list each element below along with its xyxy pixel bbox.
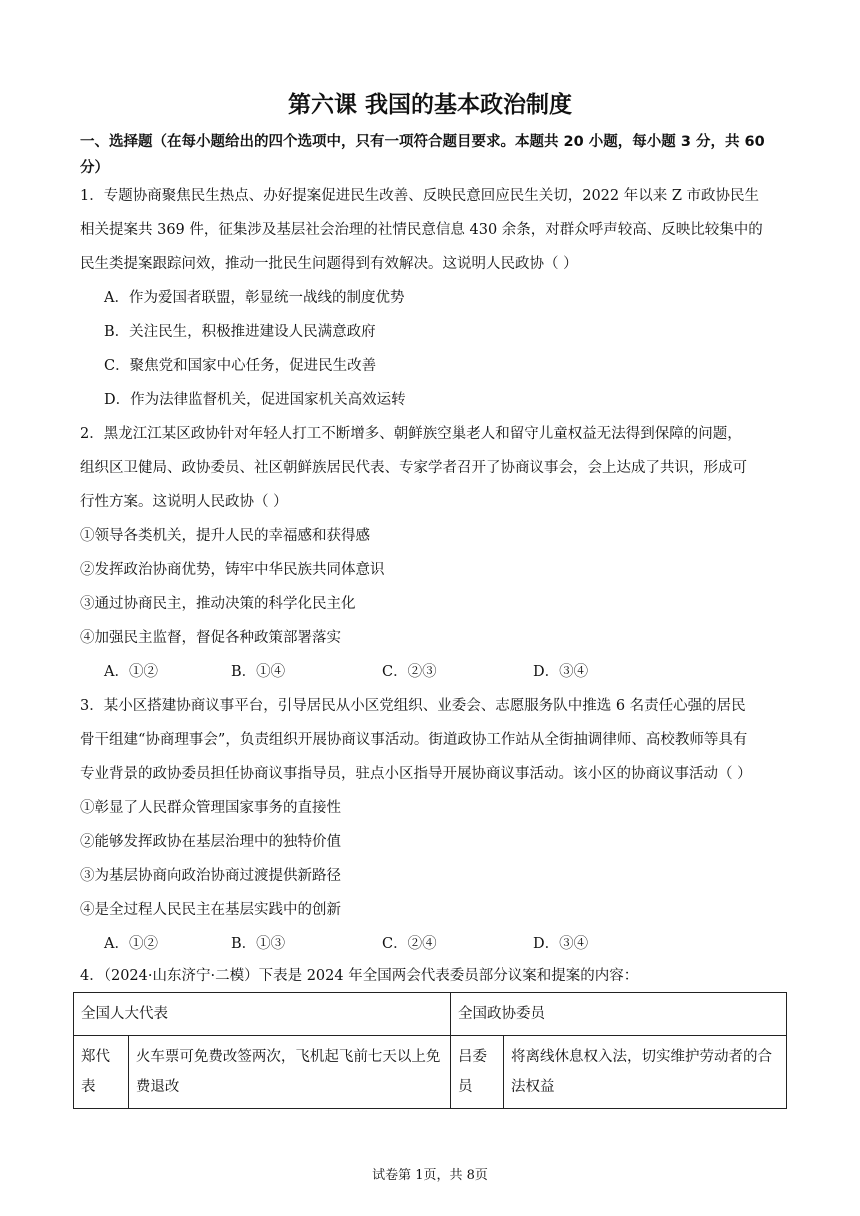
- q4-table-row: [74, 1036, 787, 1109]
- q4-cell-content-left: 火车票可免费改签两次，飞机起飞前七天以上免费退改: [128, 1036, 450, 1109]
- q4-cell-person-right: 吕委员: [451, 1036, 504, 1109]
- q1-stem-line-1: 1．专题协商聚焦民生热点、办好提案促进民生改善、反映民意回应民生关切，2022 年以来 Z 市政协民生: [80, 188, 760, 204]
- q3-item-1: ①彰显了人民群众管理国家事务的直接性: [80, 800, 341, 816]
- q2-option-b: B．①④: [231, 664, 286, 680]
- q1-option-a: A．作为爱国者联盟，彰显统一战线的制度优势: [104, 290, 405, 306]
- q4-table: [73, 992, 787, 1109]
- q2-item-1: ①领导各类机关，提升人民的幸福感和获得感: [80, 528, 370, 544]
- q3-item-2: ②能够发挥政协在基层治理中的独特价值: [80, 834, 341, 850]
- q3-option-c: C．②④: [382, 936, 437, 952]
- q4-cell-person-left: 郑代表: [74, 1036, 129, 1109]
- q3-stem-line-2: 骨干组建“协商理事会”，负责组织开展协商议事活动。街道政协工作站从全街抽调律师、高校教师等具有: [80, 732, 748, 748]
- q4-header-npc: 全国人大代表: [74, 993, 451, 1036]
- q4-table-header-row: [74, 993, 787, 1036]
- q1-option-b: B．关注民生，积极推进建设人民满意政府: [104, 324, 376, 340]
- q3-option-d: D．③④: [533, 936, 589, 952]
- q3-stem-line-3: 专业背景的政协委员担任协商议事指导员，驻点小区指导开展协商议事活动。该小区的协商议事活动（ ）: [80, 766, 752, 782]
- q2-item-3: ③通过协商民主，推动决策的科学化民主化: [80, 596, 356, 612]
- q2-stem-line-3: 行性方案。这说明人民政协（ ）: [80, 494, 288, 510]
- section-heading: [80, 129, 780, 181]
- q4-header-cppcc: 全国政协委员: [451, 993, 787, 1036]
- q4-stem: 4．（2024·山东济宁·二模）下表是 2024 年全国两会代表委员部分议案和提案的内容：: [80, 968, 639, 984]
- q3-stem-line-1: 3．某小区搭建协商议事平台，引导居民从小区党组织、业委会、志愿服务队中推选 6 名责任心强的居民: [80, 698, 746, 714]
- q2-item-4: ④加强民主监督，督促各种政策部署落实: [80, 630, 341, 646]
- section-heading-line-2: 分）: [80, 160, 109, 176]
- q2-option-c: C．②③: [382, 664, 437, 680]
- q3-item-3: ③为基层协商向政治协商过渡提供新路径: [80, 868, 341, 884]
- page-title: 第六课 我国的基本政治制度: [287, 92, 572, 118]
- q1-stem-line-2: 相关提案共 369 件，征集涉及基层社会治理的社情民意信息 430 余条，对群众呼声较高、反映比较集中的: [80, 222, 763, 238]
- section-heading-line-1: 一、选择题（在每小题给出的四个选项中，只有一项符合题目要求。本题共 20 小题，每小题 3 分，共 60: [80, 134, 765, 150]
- q2-item-2: ②发挥政治协商优势，铸牢中华民族共同体意识: [80, 562, 385, 578]
- page-footer: 试卷第 1页，共 8页: [372, 1168, 488, 1183]
- q1-option-c: C．聚焦党和国家中心任务，促进民生改善: [104, 358, 377, 374]
- q1-option-d: D．作为法律监督机关，促进国家机关高效运转: [104, 392, 406, 408]
- q2-stem-line-1: 2．黑龙江江某区政协针对年轻人打工不断增多、朝鲜族空巢老人和留守儿童权益无法得到保障的问题，: [80, 426, 742, 442]
- q3-option-b: B．①③: [231, 936, 286, 952]
- q2-stem-line-2: 组织区卫健局、政协委员、社区朝鲜族居民代表、专家学者召开了协商议事会，会上达成了共识，形成可: [80, 460, 747, 476]
- q4-cell-content-right: 将离线休息权入法，切实维护劳动者的合法权益: [504, 1036, 787, 1109]
- q2-option-a: A．①②: [104, 664, 158, 680]
- q1-stem-line-3: 民生类提案跟踪问效，推动一批民生问题得到有效解决。这说明人民政协（ ）: [80, 256, 578, 272]
- q3-option-a: A．①②: [104, 936, 158, 952]
- q3-item-4: ④是全过程人民民主在基层实践中的创新: [80, 902, 341, 918]
- q2-option-d: D．③④: [533, 664, 589, 680]
